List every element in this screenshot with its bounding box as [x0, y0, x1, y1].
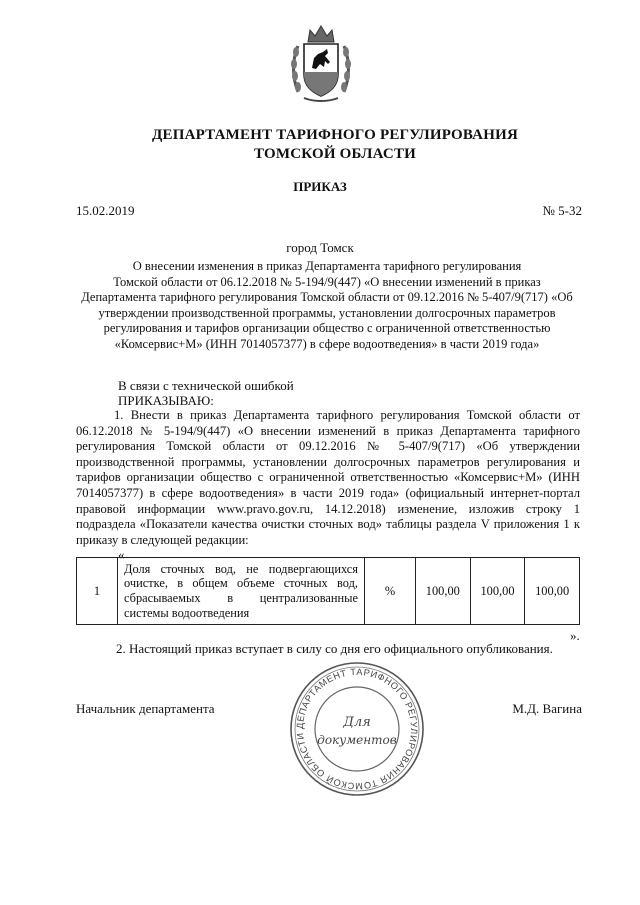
value-cell: 100,00	[470, 558, 525, 625]
subject-line: утверждении производственной программы, установлении долгосрочных параметров	[98, 305, 556, 320]
amendment-table	[76, 557, 580, 625]
document-number: № 5-32	[542, 203, 582, 218]
subject-line: О внесении изменения в приказ Департамента тарифного регулирования	[132, 259, 522, 273]
order-heading: ПРИКАЗЫВАЮ:	[118, 393, 214, 408]
city: город Томск	[286, 240, 354, 255]
row-number-cell: 1	[77, 558, 118, 625]
subject-line: Томской области от 06.12.2018 № 5-194/9(447) «О внесении изменений в приказ	[113, 274, 541, 289]
indicator-name-cell: Доля сточных вод, не подвергающихся очистке, в общем объеме сточных вод, сбрасываемых в централизованные системы водоотведения	[118, 558, 365, 625]
subject-line: Департамента тарифного регулирования Томской области от 09.12.2016 № 5-407/9(717) «Об	[81, 290, 573, 305]
coat-of-arms-emblem	[290, 22, 352, 104]
reason-text: В связи с технической ошибкой	[118, 378, 294, 393]
subject-line: регулирования и тарифов организации общество с ограниченной ответственностью	[103, 321, 551, 336]
paragraph-2: 2. Настоящий приказ вступает в силу со дня его официального опубликования.	[116, 641, 553, 656]
signatory-name: М.Д. Вагина	[512, 701, 582, 716]
paragraph-1: 1. Внести в приказ Департамента тарифного регулирования Томской области от 06.12.2018 № 5-194/9(447) «О внесении изменений в приказ Департамента тарифного регулирования Томской области от 09.12.2016 № 5-407/9(717) «Об утверждении производственной программы, установлении долгосрочных параметров регулирования и тарифов организации общество с ограниченной ответственностью «Комсервис+М» (ИНН 7014057377) в сфере водоотведения» в части 2019 года» (официальный интернет-портал правовой информации www.pravo.gov.ru, 14.12.2018) изменение, изложив строку 1 подраздела «Показатели качества очистки сточных вод» таблицы раздела V приложения 1 к приказу в следующей редакции:	[76, 408, 580, 547]
open-quote: «	[118, 547, 125, 562]
org-line-2: ТОМСКОЙ ОБЛАСТИ	[253, 146, 417, 162]
official-stamp	[288, 660, 426, 798]
signatory-title: Начальник департамента	[76, 701, 215, 716]
document-subject	[72, 259, 582, 353]
org-line-1: ДЕПАРТАМЕНТ ТАРИФНОГО РЕГУЛИРОВАНИЯ	[152, 127, 518, 143]
close-quote: ».	[570, 628, 580, 643]
value-cell: 100,00	[525, 558, 580, 625]
subject-line: «Комсервис+М» (ИНН 7014057377) в сфере водоотведения» в части 2019 года»	[114, 336, 540, 351]
stamp-center-line-2: документов	[317, 733, 397, 747]
value-cell: 100,00	[416, 558, 471, 625]
stamp-ring-text: ДЕПАРТАМЕНТ ТАРИФНОГО РЕГУЛИРОВАНИЯ ТОМСКОЙ ОБЛАСТИ	[294, 666, 420, 792]
stamp-center-line-1: Для	[343, 715, 371, 730]
organization-name	[80, 126, 590, 164]
document-date: 15.02.2019	[76, 203, 135, 218]
document-type: ПРИКАЗ	[293, 179, 347, 194]
unit-cell: %	[365, 558, 416, 625]
table-row	[77, 558, 580, 625]
